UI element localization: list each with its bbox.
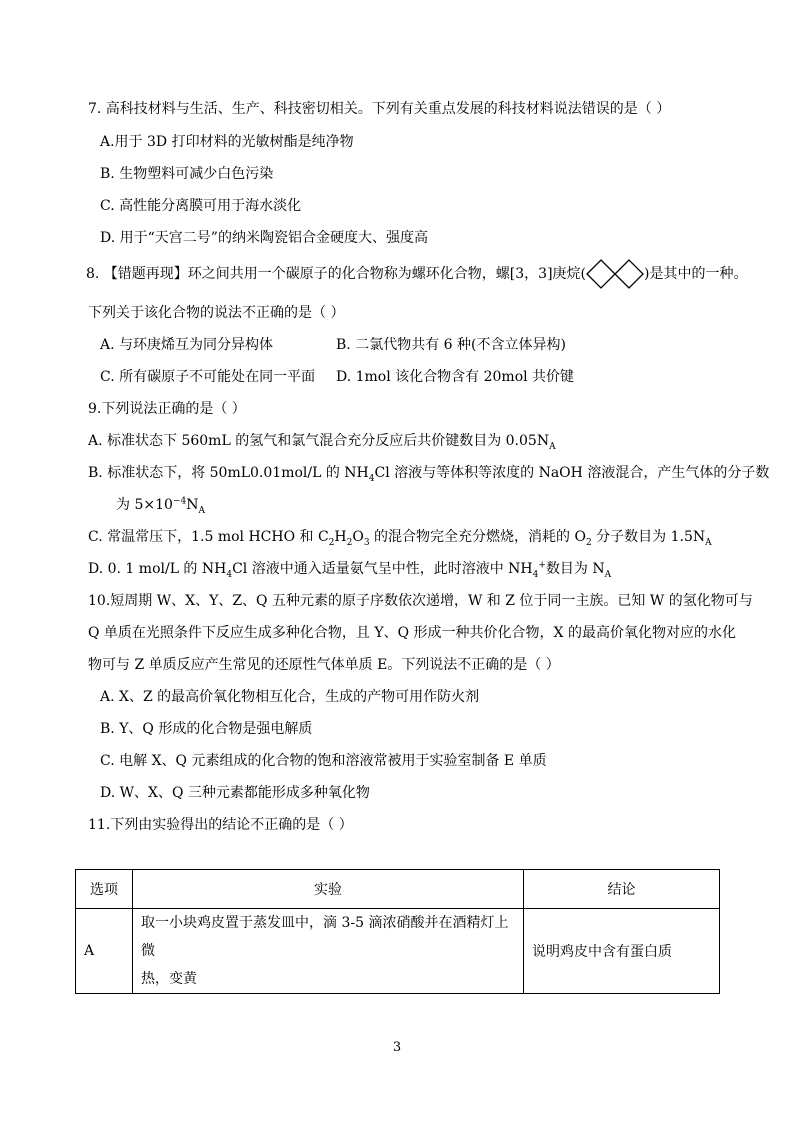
q9-b2-sup: −4 bbox=[172, 496, 187, 507]
q9-option-b-line2 bbox=[116, 495, 205, 515]
table-header-experiment: 实验 bbox=[133, 870, 524, 909]
q9-d-s3: A bbox=[604, 569, 612, 580]
q9-b-text1: B. 标准状态下，将 50mL0.01mol/L 的 NH bbox=[88, 465, 369, 481]
q9-b-text2: Cl 溶液与等体积等浓度的 NaOH 溶液混合，产生气体的分子数 bbox=[374, 465, 770, 481]
q9-d-s1: 4 bbox=[226, 569, 233, 580]
q10-stem-line2: Q 单质在光照条件下反应生成多种化合物，且 Y、Q 形成一种共价化合物，X 的最高价氧化物对应的水化 bbox=[88, 625, 736, 641]
table-header-conclusion: 结论 bbox=[524, 870, 720, 909]
q9-d-s2: 4 bbox=[532, 569, 539, 580]
table-row bbox=[76, 909, 720, 994]
q8-option-b: B. 二氯代物共有 6 种(不含立体异构) bbox=[336, 337, 566, 353]
q7-option-d: D. 用于“天宫二号”的纳米陶瓷铝合金硬度大、强度高 bbox=[100, 230, 428, 246]
q9-c-s5: A bbox=[705, 537, 712, 548]
experiment-line2: 热，变黄 bbox=[141, 971, 197, 987]
q9-c-t3: 分子数目为 1.5N bbox=[591, 529, 706, 545]
table-cell-conclusion: 说明鸡皮中含有蛋白质 bbox=[524, 909, 720, 994]
q9-c-h: H bbox=[334, 529, 347, 545]
q10-option-c: C. 电解 X、Q 元素组成的化合物的饱和溶液常被用于实验室制备 E 单质 bbox=[100, 753, 547, 769]
q9-option-d bbox=[88, 559, 611, 579]
q8-option-d: D. 1mol 该化合物含有 20mol 共价键 bbox=[336, 369, 575, 385]
q9-c-o: O bbox=[352, 529, 364, 545]
spiroheptane-structure-image bbox=[586, 259, 644, 289]
q9-c-s1: 2 bbox=[328, 537, 335, 548]
q7-stem: 7. 高科技材料与生活、生产、科技密切相关。下列有关重点发展的科技材料说法错误的是（ ） bbox=[88, 101, 671, 117]
q7-option-a: A.用于 3D 打印材料的光敏树酯是纯净物 bbox=[100, 134, 354, 150]
experiment-table bbox=[75, 869, 720, 994]
q9-b2-sub: A bbox=[198, 505, 205, 516]
q8-stem-part2: )是其中的一种。 bbox=[644, 266, 748, 282]
table-cell-experiment bbox=[133, 909, 524, 994]
q8-stem-part1: 8. 【错题再现】环之间共用一个碳原子的化合物称为螺环化合物，螺[3，3]庚烷( bbox=[86, 266, 587, 282]
q9-c-s3: 3 bbox=[363, 537, 370, 548]
table-header-row bbox=[76, 870, 720, 909]
q9-b2-text1: 为 5×10 bbox=[116, 497, 173, 513]
q9-d-sup: + bbox=[538, 560, 546, 571]
q9-option-c bbox=[88, 527, 712, 547]
q7-option-b: B. 生物塑料可减少白色污染 bbox=[100, 166, 274, 182]
q11-stem: 11.下列由实验得出的结论不正确的是（ ） bbox=[88, 817, 353, 833]
q9-c-s2: 2 bbox=[346, 537, 353, 548]
q8-option-c: C. 所有碳原子不可能处在同一平面 bbox=[100, 369, 316, 385]
q9-b-sub1: 4 bbox=[368, 473, 375, 484]
q10-stem-line1: 10.短周期 W、X、Y、Z、Q 五种元素的原子序数依次递增，W 和 Z 位于同一主族。已知 W 的氢化物可与 bbox=[88, 593, 753, 609]
q7-option-c: C. 高性能分离膜可用于海水淡化 bbox=[100, 198, 302, 214]
q9-option-b-line1 bbox=[88, 463, 769, 483]
q8-option-a: A. 与环庚烯互为同分异构体 bbox=[100, 337, 274, 353]
experiment-line1: 取一小块鸡皮置于蒸发皿中，滴 3-5 滴浓硝酸并在酒精灯上微 bbox=[141, 915, 509, 959]
q9-option-a bbox=[88, 431, 556, 451]
q10-option-a: A. X、Z 的最高价氧化物相互化合，生成的产物可用作防火剂 bbox=[100, 689, 480, 705]
q9-d-t2: Cl 溶液中通入适量氨气呈中性，此时溶液中 NH bbox=[232, 561, 533, 577]
table-header-option: 选项 bbox=[76, 870, 133, 909]
q9-c-t2: 的混合物完全充分燃烧，消耗的 O bbox=[369, 529, 586, 545]
q9-b2-text2: N bbox=[186, 497, 199, 513]
q10-stem-line3: 物可与 Z 单质反应产生常见的还原性气体单质 E。下列说法不正确的是（ ） bbox=[88, 657, 560, 673]
q9-stem: 9.下列说法正确的是（ ） bbox=[88, 401, 246, 417]
q9-a-sub: A bbox=[549, 441, 556, 452]
page-number: 3 bbox=[392, 1040, 402, 1055]
q9-d-t1: D. 0. 1 mol/L 的 NH bbox=[88, 561, 227, 577]
q9-a-text: A. 标准状态下 560mL 的氢气和氯气混合充分反应后共价键数目为 0.05N bbox=[88, 433, 550, 449]
q10-option-b: B. Y、Q 形成的化合物是强电解质 bbox=[100, 721, 313, 737]
q9-d-t3: 数目为 N bbox=[545, 561, 605, 577]
q9-c-t1: C. 常温常压下，1.5 mol HCHO 和 C bbox=[88, 529, 329, 545]
q8-stem bbox=[86, 264, 747, 284]
q8-stem-line2: 下列关于该化合物的说法不正确的是（ ） bbox=[88, 305, 345, 321]
q10-option-d: D. W、X、Q 三种元素都能形成多种氧化物 bbox=[100, 785, 370, 801]
q9-c-s4: 2 bbox=[585, 537, 592, 548]
table-cell-option: A bbox=[76, 909, 133, 994]
